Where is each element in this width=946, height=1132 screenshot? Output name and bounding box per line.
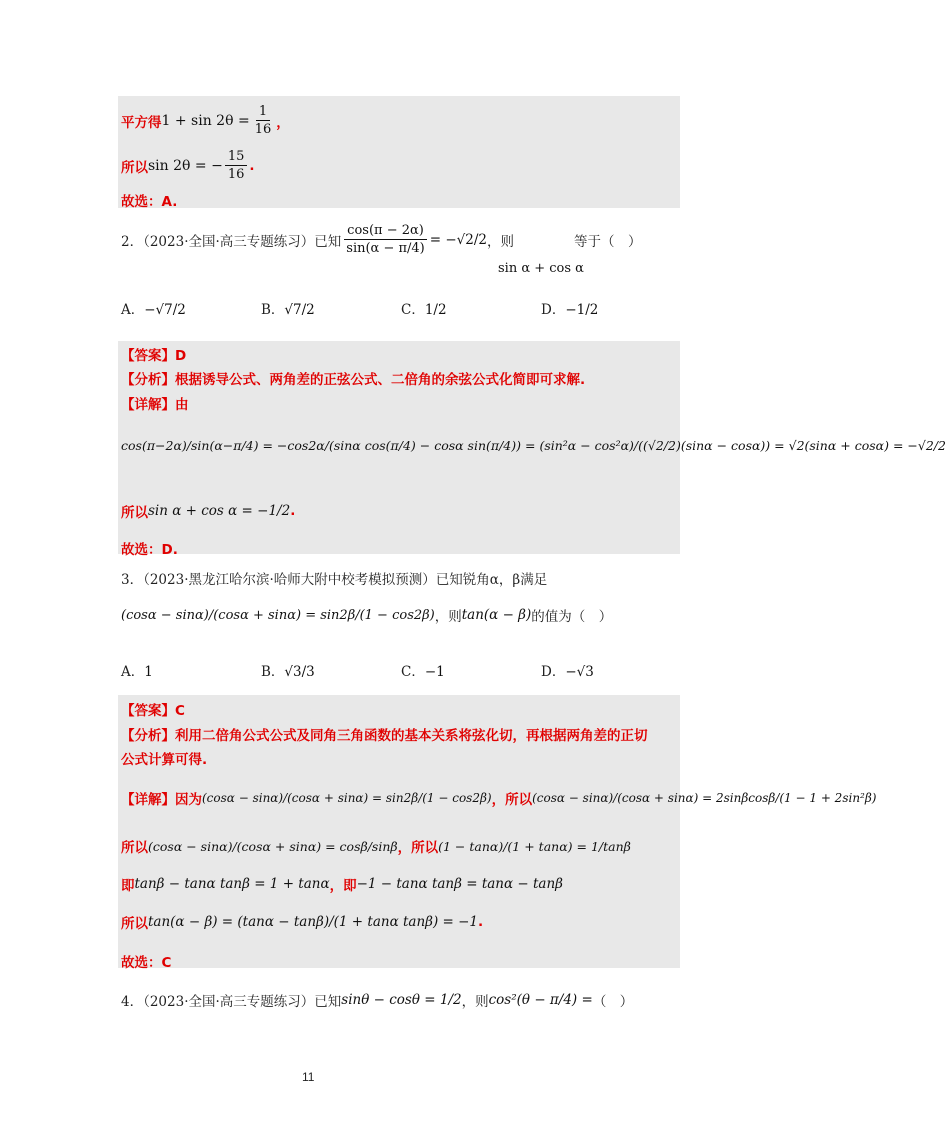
- q2-option-b: B．√7/2: [261, 302, 315, 318]
- q3-answer: 【答案】C: [121, 703, 185, 719]
- suoyi-expr-prev: sin 2θ = −: [148, 157, 223, 174]
- q3-options: [121, 660, 681, 680]
- q3-analysis-2: 公式计算可得.: [121, 752, 208, 768]
- q3-detail-line-2: 所以 (cosα − sinα)/(cosα + sinα) = cosβ/sinβ ，所以 (1 − tanα)/(1 + tanα) = 1/tanβ: [121, 838, 631, 856]
- q3-detail-line-1: 【详解】因为 (cosα − sinα)/(cosα + sinα) = sin2β/(1 − cos2β) ，所以 (cosα − sinα)/(cosα + sinα) = 2sinβcosβ/(1 − 1 + 2sin²β): [121, 788, 681, 808]
- q3-option-c: C．−1: [401, 664, 445, 680]
- q3-detail-2b: (1 − tanα)/(1 + tanα) = 1/tanβ: [438, 838, 631, 854]
- q4-ze: ，则: [461, 994, 489, 1010]
- q3-detail-2a: (cosα − sinα)/(cosα + sinα) = cosβ/sinβ: [148, 838, 398, 854]
- q2-lhs-num: cos(π − 2α): [344, 222, 427, 240]
- suoyi-num-prev: 15: [225, 148, 248, 166]
- suoyi-fraction-prev: [225, 148, 248, 183]
- q4-source: 4．（2023·全国·高三专题练习）已知: [121, 994, 342, 1010]
- q3-zhi: 的值为（ ）: [531, 609, 613, 625]
- q3-option-b: B．√3/3: [261, 664, 315, 680]
- q3-condition-line: [121, 605, 612, 625]
- q3-detail-1a: (cosα − sinα)/(cosα + sinα) = sin2β/(1 − cos2β): [202, 791, 492, 805]
- q4-stem: [121, 990, 633, 1010]
- q2-option-d: D．−1/2: [541, 302, 599, 318]
- q3-detail-3a: tanβ − tanα tanβ = 1 + tanα: [134, 876, 330, 892]
- q2-ze: ，则: [487, 233, 515, 250]
- q2-options: [121, 298, 681, 318]
- q2-rhs: = −√2/2: [429, 231, 488, 248]
- q3-condition: (cosα − sinα)/(cosα + sinα) = sin2β/(1 − cos2β): [121, 607, 435, 623]
- q2-option-a: A．−√7/2: [121, 302, 186, 318]
- suoyi-line-prev: 所以 sin 2θ = − $\frac{15}{16}$ .: [121, 149, 255, 182]
- q2-suoyi-line: 所以 sin α + cos α = −1/2 .: [121, 503, 296, 521]
- pingfang-num: 1: [256, 103, 270, 121]
- q4-paren: （ ）: [592, 994, 634, 1010]
- q3-detail-3b: −1 − tanα tanβ = tanα − tanβ: [356, 876, 563, 892]
- q4-target: cos²(θ − π/4) =: [488, 992, 593, 1008]
- q2-guxuan: 故选：D.: [121, 542, 178, 558]
- q2-suoyi-expr: sin α + cos α = −1/2: [148, 503, 291, 519]
- q2-target: sin α + cos α: [498, 261, 584, 276]
- q2-suoyi: 所以: [121, 505, 148, 521]
- q3-option-d: D．−√3: [541, 664, 594, 680]
- q3-detail-4: tan(α − β) = (tanα − tanβ)/(1 + tanα tanβ) = −1: [148, 914, 479, 930]
- q3-detail-1b: (cosα − sinα)/(cosα + sinα) = 2sinβcosβ/(1 − 1 + 2sin²β): [532, 791, 877, 805]
- q3-detail-label: 【详解】因为: [121, 792, 202, 808]
- q3-detail-line-4: 所以 tan(α − β) = (tanα − tanβ)/(1 + tanα tanβ) = −1 .: [121, 914, 484, 932]
- pingfang-den: 16: [254, 122, 272, 137]
- q2-source: 2．（2023·全国·高三专题练习）已知: [121, 233, 342, 250]
- q3-guxuan: 故选：C: [121, 955, 172, 971]
- q3-detail-line-3: 即 tanβ − tanα tanβ = 1 + tanα ，即 −1 − tanα tanβ = tanα − tanβ: [121, 876, 563, 894]
- q2-stem: [121, 222, 642, 257]
- q2-lhs-fraction: [343, 222, 427, 257]
- q2-analysis: 【分析】根据诱导公式、两角差的正弦公式、二倍角的余弦公式化简即可求解.: [121, 372, 586, 388]
- q2-dengyu: 等于（ ）: [574, 233, 642, 250]
- q2-detail-label: 【详解】由: [121, 397, 189, 413]
- q3-target: tan(α − β): [461, 607, 532, 623]
- guxuan-prev: 故选：A.: [121, 194, 178, 210]
- q3-analysis-1: 【分析】利用二倍角公式公式及同角三角函数的基本关系将弦化切，再根据两角差的正切: [121, 728, 648, 744]
- page-number: 11: [302, 1070, 315, 1084]
- q4-cond: sinθ − cosθ = 1/2: [341, 992, 462, 1008]
- q3-option-a: A．1: [121, 664, 153, 680]
- q2-answer: 【答案】D: [121, 348, 187, 364]
- pingfang-line: 平方得 1 + sin 2θ = $\frac{1}{16}$ ，: [121, 104, 290, 137]
- pingfang-label: 平方得: [121, 114, 162, 131]
- pingfang-fraction: [252, 103, 275, 138]
- suoyi-den-prev: 16: [227, 167, 245, 182]
- q3-ze: ，则: [434, 609, 462, 625]
- suoyi-label-prev: 所以: [121, 159, 148, 176]
- q2-lhs-den: sin(α − π/4): [346, 241, 425, 256]
- q2-option-c: C．1/2: [401, 302, 447, 318]
- q3-stem: 3．（2023·黑龙江哈尔滨·哈师大附中校考模拟预测）已知锐角α，β满足: [121, 572, 548, 588]
- q2-detail-chain: cos(π−2α)/sin(α−π/4) = −cos2α/(sinα cos(π/4) − cosα sin(π/4)) = (sin²α − cos²α)/((√2/2)(sinα − cosα)) = √2(sinα + cosα) = −√2/2: [121, 438, 946, 453]
- pingfang-expr: 1 + sin 2θ =: [161, 112, 250, 129]
